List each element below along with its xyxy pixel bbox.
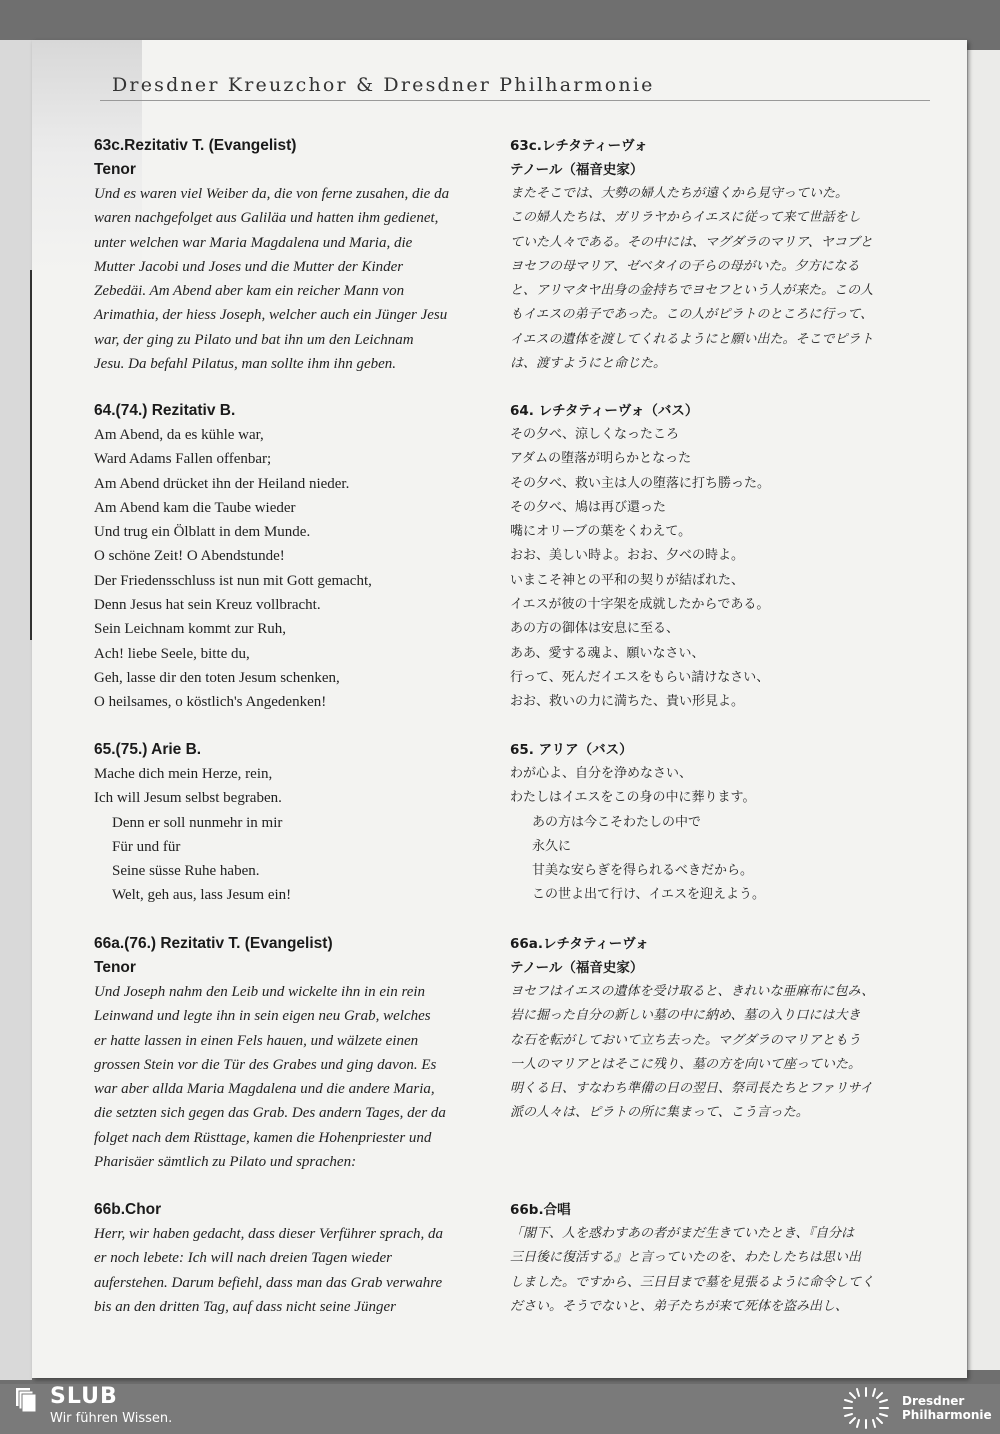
lyrics-line: Jesu. Da befahl Pilatus, man sollte ihm ihn geben.	[94, 356, 397, 373]
verse-line: Geh, lasse dir den toten Jesum schenken,	[94, 669, 340, 686]
verse-line: Welt, geh aus, lass Jesum ein!	[112, 887, 292, 904]
section-65-de	[94, 738, 476, 908]
lyrics-line: waren nachgefolget aus Galiläa und hatten ihm gedienet,	[94, 210, 439, 227]
slub-logo-icon[interactable]	[16, 1388, 38, 1412]
lyrics-line: die setzten sich gegen das Grab. Des andern Tages, der da	[94, 1105, 446, 1122]
section-66a-jp	[510, 932, 900, 1126]
lyrics-line: もイエスの弟子であった。この人がピラトのところに行って、	[510, 307, 874, 323]
verse-line: アダムの堕落が明らかとなった	[510, 451, 692, 467]
lyrics-line: unter welchen war Maria Magdalena und Maria, die	[94, 234, 413, 251]
verse-line: わが心よ、自分を浄めなさい、	[510, 766, 693, 781]
verse-line: あの方は今こそわたしの中で	[532, 814, 702, 830]
lyrics-line: Pharisäer sämtlich zu Pilato und sprachen:	[94, 1154, 357, 1171]
lyrics-line: Arimathia, der hiess Joseph, welcher auch ein Jünger Jesu	[94, 307, 448, 324]
lyrics-line: な石を転がしておいて立ち去った。マグダラのマリアともう	[510, 1032, 861, 1048]
verse-line: 嘴にオリーブの葉をくわえて。	[510, 524, 692, 540]
section-66b-jp	[510, 1198, 900, 1319]
verse-line: その夕べ、救い主は人の堕落に打ち勝った。	[510, 475, 771, 491]
section-title: 65. アリア（バス）	[510, 742, 633, 758]
verse-line: イエスが彼の十字架を成就したからである。	[510, 597, 770, 613]
section-title: 66b.Chor	[94, 1201, 162, 1218]
lyrics-line: この婦人たちは、ガリラヤからイエスに従って来て世話をし	[510, 210, 861, 226]
section-64-jp	[510, 399, 900, 715]
lyrics-line: war aber allda Maria Magdalena und die andere Maria,	[94, 1081, 435, 1098]
left-page-edge	[0, 40, 32, 1380]
section-title: 64. レチタティーヴォ（バス）	[510, 403, 699, 419]
section-subtitle: テノール（福音史家）	[510, 162, 644, 178]
verse-line: Denn Jesus hat sein Kreuz vollbracht.	[94, 597, 321, 614]
section-title: 65.(75.) Arie B.	[94, 741, 202, 758]
verse-line: 永久に	[532, 838, 572, 854]
lyrics-line: Und es waren viel Weiber da, die von ferne zusahen, die da	[94, 186, 450, 202]
verse-line: その夕べ、鳩は再び還った	[510, 499, 667, 515]
slub-logo-text[interactable]: SLUB	[50, 1384, 118, 1409]
verse-line: Denn er soll nunmehr in mir	[112, 814, 283, 831]
verse-line: Der Friedensschluss ist nun mit Gott gemacht,	[94, 572, 372, 589]
slub-tagline: Wir führen Wissen.	[50, 1411, 173, 1426]
verse-line: Am Abend, da es kühle war,	[94, 427, 264, 443]
verse-line: この世よ出て行け、イエスを迎えよう。	[532, 887, 765, 903]
lyrics-line: しました。ですから、三日目まで墓を見張るように命令してく	[510, 1274, 875, 1290]
lyrics-line: またそこでは、大勢の婦人たちが遠くから見守っていた。	[510, 186, 849, 201]
section-subtitle: テノール（福音史家）	[510, 960, 644, 976]
verse-line: Ach! liebe Seele, bitte du,	[94, 645, 250, 662]
section-title: 66a.(76.) Rezitativ T. (Evangelist)	[94, 935, 333, 952]
verse-line: Sein Leichnam kommt zur Ruh,	[94, 621, 287, 638]
verse-line: おお、美しい時よ。おお、夕べの時よ。	[510, 548, 745, 564]
verse-line: O schöne Zeit! O Abendstunde!	[94, 548, 285, 565]
lyrics-line: ヨセフの母マリア、ゼベタイの子らの母がいた。夕方になる	[510, 258, 860, 274]
verse-line: いまこそ神との平和の契りが結ばれた、	[510, 572, 745, 588]
verse-line: あの方の御体は安息に至る、	[510, 621, 680, 637]
section-title: 63c.レチタティーヴォ	[510, 138, 648, 154]
verse-line: その夕べ、涼しくなったころ	[510, 427, 680, 442]
lyrics-line: 派の人々は、ピラトの所に集まって、こう言った。	[510, 1105, 809, 1121]
verse-line: Für und für	[112, 838, 181, 855]
philharmonie-logo-icon[interactable]	[842, 1386, 890, 1430]
lyrics-line: ヨセフはイエスの遺体を受け取ると、きれいな亜麻布に包み、	[510, 984, 875, 999]
lyrics-line: 一人のマリアとはそこに残り、墓の方を向いて座っていた。	[510, 1056, 862, 1072]
lyrics-line: auferstehen. Darum befiehl, dass man das Grab verwahre	[94, 1274, 443, 1291]
section-66b-de	[94, 1198, 476, 1319]
verse-line: わたしはイエスをこの身の中に葬ります。	[510, 790, 756, 806]
lyrics-line: Leinwand und legte ihn in sein eigen neu Grab, welches	[94, 1008, 431, 1025]
section-subtitle: Tenor	[94, 959, 136, 976]
section-64-de	[94, 399, 476, 715]
footer-bar	[0, 1384, 1000, 1434]
verse-line: 行って、死んだイエスをもらい請けなさい、	[510, 669, 770, 685]
lyrics-line: er hatte lassen in einen Fels hauen, und wälzete einen	[94, 1032, 419, 1049]
verse-line: Am Abend kam die Taube wieder	[94, 499, 296, 516]
right-page-edge	[967, 50, 1000, 1370]
section-63c-de	[94, 134, 476, 376]
philharmonie-line-1: Dresdner	[902, 1394, 965, 1408]
lyrics-line: は、渡すようにと命じた。	[510, 356, 667, 372]
verse-line: Ward Adams Fallen offenbar;	[94, 451, 272, 468]
lyrics-line: 三日後に復活する』と言っていたのを、わたしたちは思い出	[510, 1250, 862, 1266]
section-66a-de	[94, 932, 476, 1174]
verse-line: おお、救いの力に満ちた、貴い形見よ。	[510, 694, 745, 710]
page-header	[100, 72, 930, 102]
lyrics-line: Und Joseph nahm den Leib und wickelte ihn in ein rein	[94, 984, 426, 1000]
lyrics-line: イエスの遺体を渡してくれるようにと願い出た。そこでピラト	[510, 331, 874, 347]
lyrics-line: 岩に掘った自分の新しい墓の中に納め、墓の入り口には大き	[510, 1008, 861, 1024]
lyrics-line: er noch lebete: Ich will nach dreien Tagen wieder	[94, 1250, 392, 1267]
verse-line: Und trug ein Ölblatt in dem Munde.	[94, 524, 311, 541]
section-title: 64.(74.) Rezitativ B.	[94, 402, 236, 419]
philharmonie-line-2: Philharmonie	[902, 1408, 992, 1422]
section-title: 66b.合唱	[510, 1202, 571, 1218]
lyrics-line: Zebedäi. Am Abend aber kam ein reicher Mann von	[94, 283, 405, 300]
lyrics-line: grossen Stein vor die Tür des Grabes und ging davon. Es	[94, 1056, 437, 1073]
philharmonie-logo-text[interactable]	[902, 1394, 992, 1422]
section-title: 66a.レチタティーヴォ	[510, 936, 649, 952]
lyrics-line: Herr, wir haben gedacht, dass dieser Verführer sprach, da	[94, 1226, 444, 1242]
lyrics-line: 「閣下、人を惑わすあの者がまだ生きていたとき、『自分は	[510, 1226, 854, 1241]
lyrics-line: folget nach dem Rüsttage, kamen die Hohenpriester und	[94, 1129, 432, 1146]
lyrics-line: 明くる日、すなわち準備の日の翌日、祭司長たちとファリサイ	[510, 1081, 873, 1097]
verse-line: O heilsames, o köstlich's Angedenken!	[94, 694, 327, 711]
verse-line: Mache dich mein Herze, rein,	[94, 766, 273, 782]
verse-line: 甘美な安らぎを得られるべきだから。	[532, 863, 754, 879]
header-rule	[100, 100, 930, 101]
verse-line: Seine süsse Ruhe haben.	[112, 863, 260, 880]
lyrics-line: Mutter Jacobi und Joses und die Mutter der Kinder	[94, 258, 404, 275]
section-title: 63c.Rezitativ T. (Evangelist)	[94, 137, 297, 154]
section-65-jp	[510, 738, 900, 908]
header-title: Dresdner Kreuzchor & Dresdner Philharmonie	[112, 74, 655, 96]
section-63c-jp	[510, 134, 900, 376]
lyrics-line: war, der ging zu Pilato und bat ihn um den Leichnam	[94, 331, 414, 348]
lyrics-line: ださい。そうでないと、弟子たちが来て死体を盗み出し、	[510, 1298, 849, 1314]
verse-line: ああ、愛する魂よ、願いなさい、	[510, 645, 705, 661]
lyrics-line: ていた人々である。その中には、マグダラのマリア、ヤコブと	[510, 234, 873, 250]
lyrics-line: と、アリマタヤ出身の金持ちでヨセフという人が来た。この人	[510, 283, 874, 299]
verse-line: Am Abend drücket ihn der Heiland nieder.	[94, 475, 350, 492]
lyrics-line: bis an den dritten Tag, auf dass nicht seine Jünger	[94, 1298, 396, 1315]
section-subtitle: Tenor	[94, 161, 136, 178]
verse-line: Ich will Jesum selbst begraben.	[94, 790, 282, 807]
